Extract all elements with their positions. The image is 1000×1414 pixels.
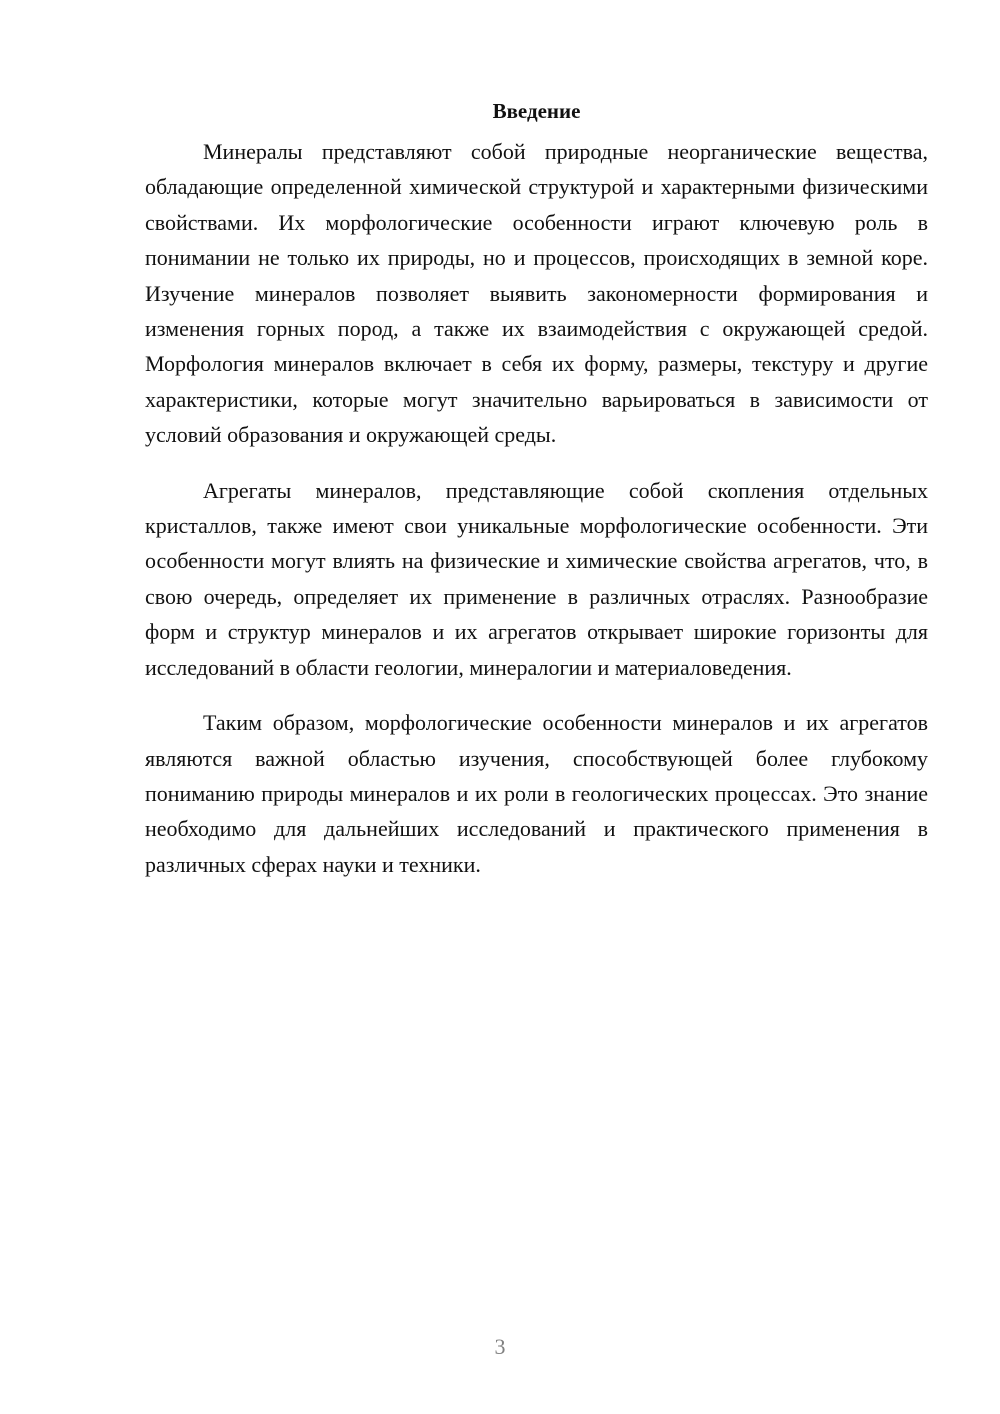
paragraph-2: Агрегаты минералов, представляющие собой скопления отдельных кристаллов, также имеют свои уникальные морфологические особенности. Эти особенности могут влиять на физические и химические свойства агрегатов, что, в свою очередь, определяет их применение в различных отраслях. Разнообразие форм и структур минералов и их агрегатов открывает широкие горизонты для исследований в области геологии, минералогии и материаловедения. (145, 477, 928, 680)
paragraph-3: Таким образом, морфологические особенности минералов и их агрегатов являются важной областью изучения, способствующей более глубокому пониманию природы минералов и их роли в геологических процессах. Это знание необходимо для дальнейших исследований и практического применения в различных сферах науки и техники. (145, 710, 928, 877)
page-content (145, 96, 928, 882)
section-heading: Введение (492, 99, 581, 123)
page-number: 3 (494, 1334, 506, 1359)
paragraph-1: Минералы представляют собой природные неорганические вещества, обладающие определенной химической структурой и характерными физическими свойствами. Их морфологические особенности играют ключевую роль в понимании не только их природы, но и процессов, происходящих в земной коре. Изучение минералов позволяет выявить закономерности формирования и изменения горных пород, а также их взаимодействия с окружающей средой. Морфология минералов включает в себя их форму, размеры, текстуру и другие характеристики, которые могут значительно варьироваться в зависимости от условий образования и окружающей среды. (145, 139, 928, 448)
